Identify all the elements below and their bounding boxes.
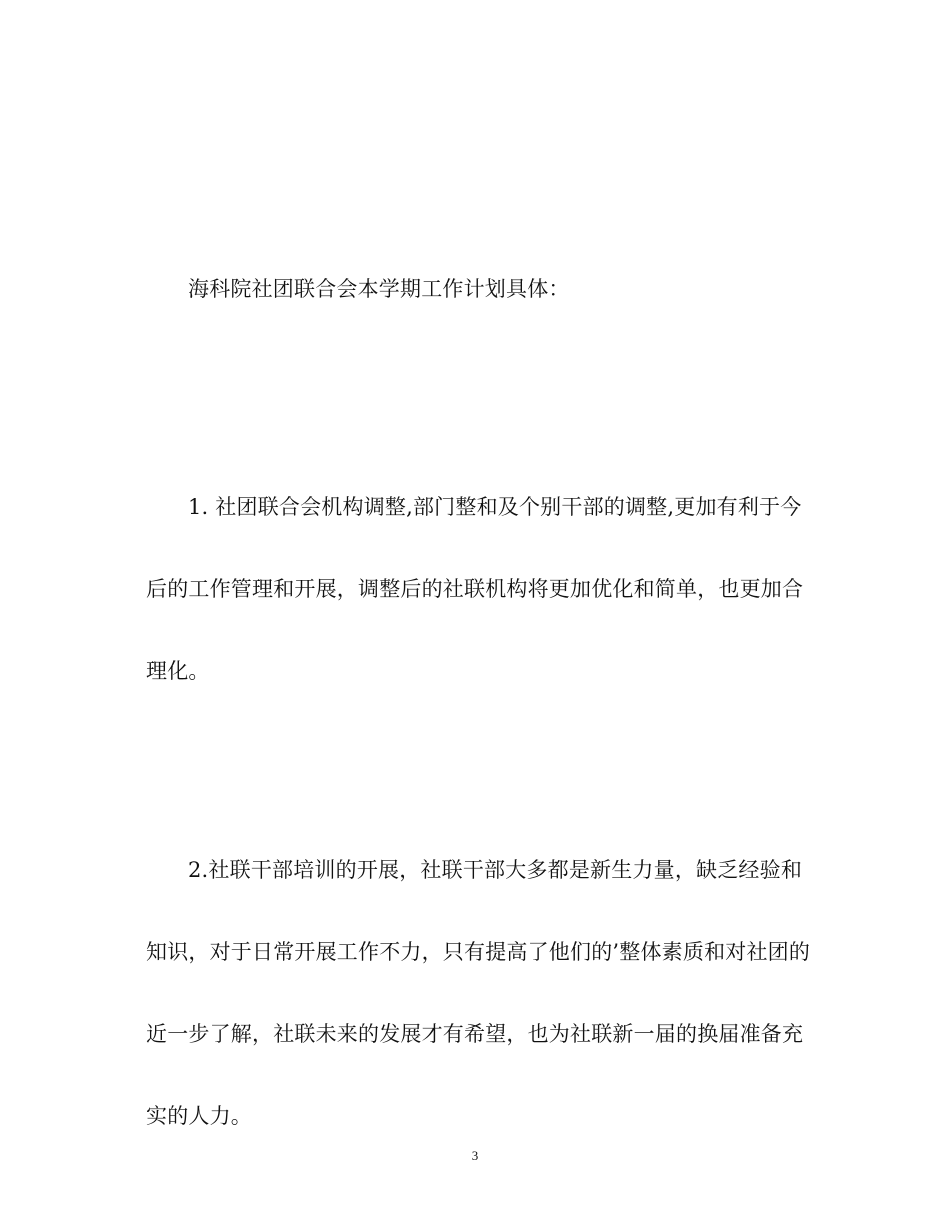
paragraph-item-1: 1. 社团联合会机构调整,部门整和及个别干部的调整,更加有利于今后的工作管理和开展，调整后的社联机构将更加优化和简单，也更加合理化。 bbox=[146, 495, 804, 683]
paragraph-item-2: 2.社联干部培训的开展，社联干部大多都是新生力量，缺乏经验和知识，对于日常开展工作不力，只有提高了他们的’整体素质和对社团的近一步了解，社联未来的发展才有希望，也为社联新一届的换届准备充实的人力。 bbox=[146, 858, 811, 1128]
paragraph-intro: 海科院社团联合会本学期工作计划具体： bbox=[188, 277, 570, 301]
page-number: 3 bbox=[471, 1148, 479, 1163]
